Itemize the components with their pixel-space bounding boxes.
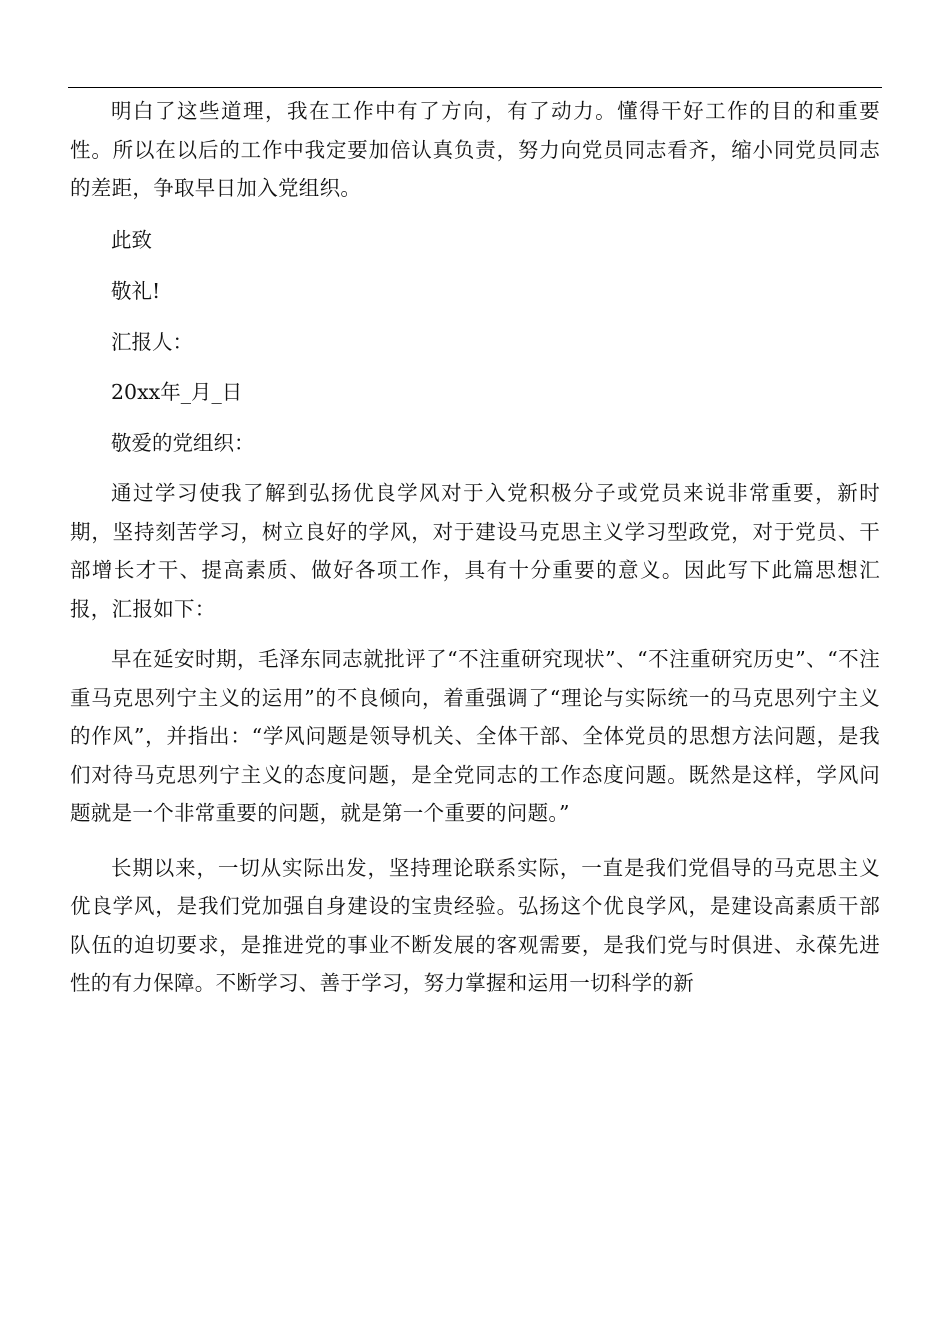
closing-salutation: 此致 <box>111 227 152 252</box>
document-body <box>70 92 880 1003</box>
paragraph-conclusion: 明白了这些道理，我在工作中有了方向，有了动力。懂得干好工作的目的和重要性。所以在以后的工作中我定要加倍认真负责，努力向党员同志看齐，缩小同党员同志的差距，争取早日加入党组织。 <box>70 99 880 200</box>
greeting: 敬爱的党组织： <box>111 430 255 455</box>
header-rule <box>68 87 882 88</box>
report-date: 20xx年_月_日 <box>111 380 243 404</box>
paragraph-intro: 通过学习使我了解到弘扬优良学风对于入党积极分子或党员来说非常重要，新时期，坚持刻苦学习，树立良好的学风，对于建设马克思主义学习型政党，对于党员、干部增长才干、提高素质、做好各项工作，具有十分重要的意义。因此写下此篇思想汇报，汇报如下： <box>70 481 880 621</box>
paragraph-history: 早在延安时期，毛泽东同志就批评了“不注重研究现状”、“不注重研究历史”、“不注重马克思列宁主义的运用”的不良倾向，着重强调了“理论与实际统一的马克思列宁主义的作风”，并指出：“学风问题是领导机关、全体干部、全体党员的思想方法问题，是我们对待马克思列宁主义的态度问题，是全党同志的工作态度问题。既然是这样，学风问题就是一个非常重要的问题，就是第一个重要的问题。” <box>70 647 880 825</box>
closing-regards: 敬礼! <box>111 279 161 303</box>
reporter-label: 汇报人： <box>111 329 193 354</box>
paragraph-tradition: 长期以来，一切从实际出发，坚持理论联系实际，一直是我们党倡导的马克思主义优良学风，是我们党加强自身建设的宝贵经验。弘扬这个优良学风，是建设高素质干部队伍的迫切要求，是推进党的事业不断发展的客观需要，是我们党与时俱进、永葆先进性的有力保障。不断学习、善于学习，努力掌握和运用一切科学的新 <box>70 855 880 995</box>
